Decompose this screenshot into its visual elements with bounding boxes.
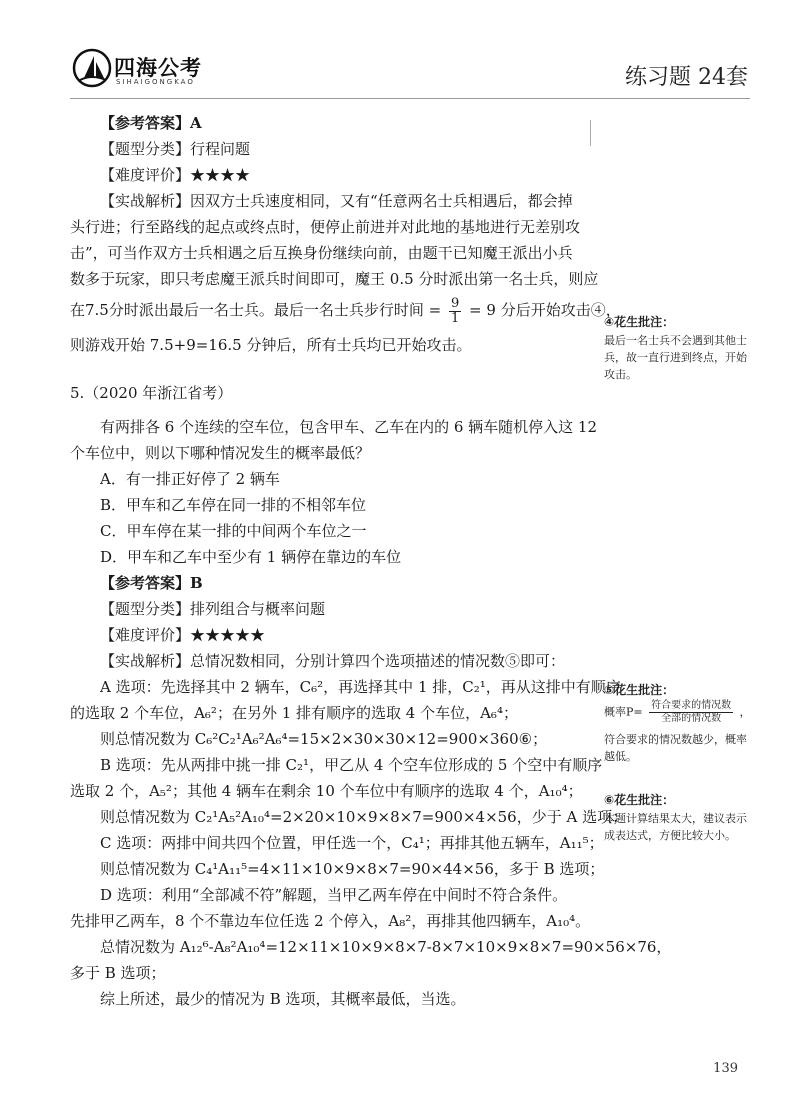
logo-subtitle: SIHAIGONGKAO	[116, 78, 195, 86]
walk-time-fraction	[449, 297, 461, 326]
note-4	[604, 312, 754, 383]
note-6-text: 本题计算结果太大，建议表示成表达式，方便比较大小。	[604, 812, 747, 842]
page-header-title: 练习题 24套	[625, 65, 748, 90]
q5-analysis-9: 则总情况数为 C₄¹A₁₁⁵=4×11×10×9×8×7=90×44×56，多于 B 选项；	[100, 860, 605, 878]
p1-analysis-4: 数多于玩家，即只考虑魔王派兵时间即可，魔王 0.5 分时派出第一名士兵，则应	[70, 270, 599, 288]
p1-answer: 【参考答案】A	[100, 114, 202, 132]
q5-analysis-8: C 选项：两排中间共四个位置，甲任选一个，C₄¹；再排其他五辆车，A₁₁⁵；	[100, 834, 604, 852]
page-number: 139	[713, 1061, 738, 1076]
note-5-title: ⑤花生批注：	[604, 683, 675, 697]
q5-analysis-11: 先排甲乙两车，8 个不靠边车位任选 2 个停入，A₈²，再排其他四辆车，A₁₀⁴。	[70, 912, 591, 930]
q5-difficulty: 【难度评价】★★★★★	[100, 626, 266, 644]
question-5-stem-2: 个车位中，则以下哪种情况发生的概率最低？	[70, 444, 371, 462]
note-5-formula-pre: 概率P=	[604, 705, 643, 719]
q5-analysis-10: D 选项：利用“全部减不符”解题，当甲乙两车停在中间时不符合条件。	[100, 886, 568, 904]
q5-analysis-5: B 选项：先从两排中挑一排 C₂¹，甲乙从 4 个空车位形成的 5 个空中有顺序	[100, 756, 603, 774]
probability-fraction	[649, 700, 733, 725]
sail-logo-icon	[72, 48, 112, 88]
header-divider	[70, 98, 750, 99]
note-4-text: 最后一名士兵不会遇到其他士兵，故一直行进到终点，开始攻击。	[604, 334, 747, 381]
option-a: A．有一排正好停了 2 辆车	[100, 470, 280, 488]
note-5-text: 符合要求的情况数越少，概率越低。	[604, 733, 747, 763]
logo-name: 四海公考	[114, 56, 202, 80]
question-5-stem-1: 有两排各 6 个连续的空车位，包含甲车、乙车在内的 6 辆车随机停入这 12	[100, 418, 598, 436]
option-d: D．甲车和乙车中至少有 1 辆停在靠边的车位	[100, 548, 402, 566]
fraction-denominator: 1	[450, 310, 460, 326]
q5-analysis-3: 的选取 2 个车位，A₆²；在另外 1 排有顺序的选取 4 个车位，A₆⁴；	[70, 704, 518, 722]
q5-analysis-14: 综上所述，最少的情况为 B 选项，其概率最低，当选。	[100, 990, 466, 1008]
note-5	[604, 680, 754, 765]
note-6-title: ⑥花生批注：	[604, 793, 675, 807]
fraction-numerator: 9	[450, 295, 460, 311]
p1-analysis-1: 【实战解析】因双方士兵速度相同，又有“任意两名士兵相遇后，都会掉	[100, 192, 573, 210]
q5-analysis-2: A 选项：先选择其中 2 辆车，C₆²，再选择其中 1 排，C₂¹，再从这排中有顺序	[100, 678, 621, 696]
q5-analysis-13: 多于 B 选项；	[70, 964, 166, 982]
q5-analysis-12: 总情况数为 A₁₂⁶-A₈²A₁₀⁴=12×11×10×9×8×7-8×7×10×9×8×7=90×56×76，	[100, 938, 672, 956]
option-b: B．甲车和乙车停在同一排的不相邻车位	[100, 496, 367, 514]
option-c: C．甲车停在某一排的中间两个车位之一	[100, 522, 367, 540]
sihai-logo	[72, 48, 222, 90]
note-6	[604, 790, 754, 844]
question-5-title: 5.（2020 年浙江省考）	[70, 384, 233, 402]
q5-type: 【题型分类】排列组合与概率问题	[100, 600, 326, 618]
note-4-title: ④花生批注：	[604, 315, 675, 329]
p1-analysis-3: 击”，可当作双方士兵相遇之后互换身份继续向前，由题干已知魔王派出小兵	[70, 244, 573, 262]
p1-analysis-2: 头行进；行至路线的起点或终点时，便停止前进并对此地的基地进行无差别攻	[70, 218, 581, 236]
p1-analysis-5	[70, 292, 621, 328]
p1-analysis-5-pre: 在7.5分时派出最后一名士兵。最后一名士兵步行时间 =	[70, 301, 442, 319]
probability-numerator: 符合要求的情况数	[651, 700, 732, 711]
probability-denominator: 全部的情况数	[661, 713, 722, 724]
p1-difficulty: 【难度评价】★★★★	[100, 166, 251, 184]
note-5-formula	[604, 700, 754, 725]
q5-answer: 【参考答案】B	[100, 574, 203, 592]
p1-type: 【题型分类】行程问题	[100, 140, 251, 158]
p1-analysis-6: 则游戏开始 7.5+9=16.5 分钟后，所有士兵均已开始攻击。	[70, 336, 472, 354]
p1-analysis-5-post: = 9 分后开始攻击④，	[469, 301, 621, 319]
note-5-formula-post: ，	[739, 705, 751, 719]
q5-analysis-1: 【实战解析】总情况数相同，分别计算四个选项描述的情况数⑤即可：	[100, 652, 566, 670]
q5-analysis-4: 则总情况数为 C₆²C₂¹A₆²A₆⁴=15×2×30×30×12=900×360⑥；	[100, 730, 548, 748]
q5-analysis-7: 则总情况数为 C₂¹A₅²A₁₀⁴=2×20×10×9×8×7=900×4×56，少于 A 选项；	[100, 808, 628, 826]
q5-analysis-6: 选取 2 个，A₅²；其他 4 辆车在剩余 10 个车位中有顺序的选取 4 个，A₁₀⁴；	[70, 782, 583, 800]
margin-mark	[590, 120, 591, 146]
